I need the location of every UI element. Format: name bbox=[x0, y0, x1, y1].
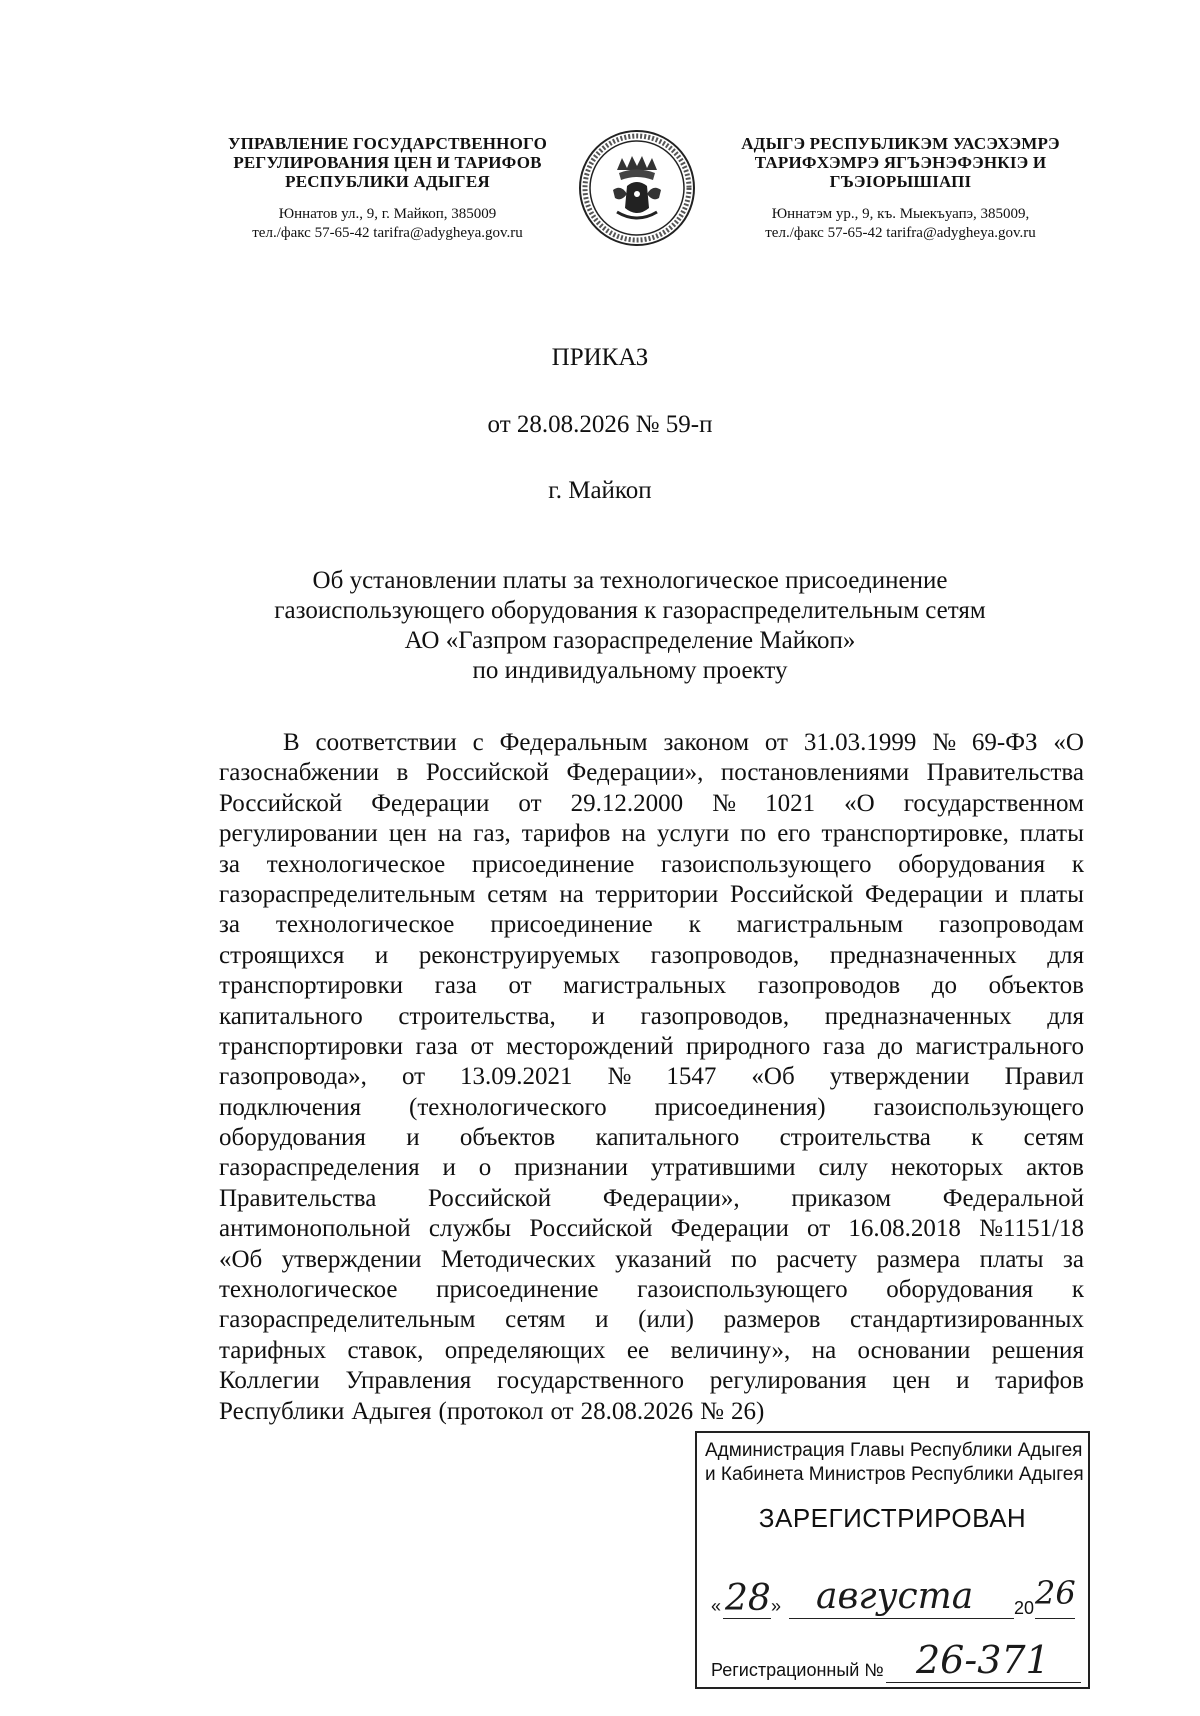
body-word: тарифов bbox=[521, 820, 611, 848]
body-word: строительства, bbox=[398, 1002, 556, 1030]
body-word: к bbox=[1071, 850, 1084, 878]
body-word: газоиспользующего bbox=[661, 850, 872, 878]
body-word: территории bbox=[595, 880, 719, 908]
body-word: ставок, bbox=[347, 1336, 424, 1364]
body-word: тарифных bbox=[219, 1336, 327, 1364]
body-word: службы bbox=[428, 1215, 512, 1243]
body-word: сетям bbox=[505, 1306, 566, 1334]
body-word: 26) bbox=[730, 1397, 765, 1425]
document-city: г. Майкоп bbox=[548, 477, 652, 504]
body-word: Федеральным bbox=[499, 729, 648, 756]
body-word: государственном bbox=[903, 789, 1084, 817]
body-word: цен bbox=[388, 820, 427, 848]
body-word: технологическое bbox=[266, 850, 446, 878]
body-word: 13.09.2021 bbox=[460, 1063, 573, 1091]
body-word: Федерации bbox=[670, 1215, 789, 1243]
body-word: ее bbox=[626, 1336, 650, 1364]
order-date-number: от 28.08.2026 № 59-п bbox=[487, 411, 713, 438]
body-word: «Об bbox=[751, 1063, 795, 1091]
body-word: соответствии bbox=[315, 729, 457, 756]
body-word: Коллегии bbox=[219, 1367, 320, 1395]
body-word: Управления bbox=[345, 1367, 472, 1395]
body-word: магистральных bbox=[563, 972, 727, 1000]
org-name-ru bbox=[205, 134, 570, 191]
body-word: газа bbox=[822, 1032, 866, 1060]
body-word: природного bbox=[686, 1032, 811, 1060]
body-word: присоединение bbox=[471, 850, 635, 878]
body-word: определяющих bbox=[444, 1336, 606, 1364]
body-word: газ, bbox=[473, 820, 511, 848]
body-word: за bbox=[1062, 1245, 1084, 1273]
body-word: на bbox=[621, 820, 647, 848]
body-word: постановлениями bbox=[720, 759, 910, 787]
body-word: газопроводов, bbox=[650, 941, 800, 969]
body-word: Российской bbox=[427, 1184, 552, 1212]
body-line bbox=[219, 941, 1084, 971]
body-word: 1021 bbox=[765, 789, 816, 817]
body-line bbox=[219, 1397, 1084, 1427]
body-word: газа bbox=[434, 972, 477, 1000]
body-word: Федерации», bbox=[566, 759, 704, 787]
body-line bbox=[219, 1366, 1084, 1396]
body-word: по bbox=[731, 1245, 757, 1273]
body-line bbox=[219, 1093, 1084, 1123]
body-word: капитального bbox=[595, 1124, 740, 1152]
org-name-line: ТАРИФХЭМРЭ ЯГЪЭНЭФЭНКIЭ И bbox=[754, 153, 1047, 172]
body-word: к bbox=[971, 1124, 984, 1152]
body-word: от bbox=[764, 729, 788, 756]
body-word: и bbox=[591, 1002, 605, 1030]
body-word: Федерации bbox=[371, 789, 490, 817]
body-word: присоединение bbox=[436, 1276, 599, 1304]
subject-line: газоиспользующего оборудования к газораспределительным сетям bbox=[274, 597, 986, 624]
body-line bbox=[219, 758, 1084, 788]
body-word: размера bbox=[876, 1245, 961, 1273]
body-word: сетям bbox=[487, 880, 548, 908]
address-line: Юннатов ул., 9, г. Майкоп, 385009 bbox=[278, 206, 497, 222]
body-word: Правительства bbox=[926, 759, 1084, 787]
body-word: Федерации bbox=[864, 880, 984, 908]
body-word: газопроводов bbox=[757, 972, 901, 1000]
header-left bbox=[205, 134, 570, 243]
body-word: актов bbox=[1026, 1154, 1084, 1182]
body-word: магистрального bbox=[915, 1032, 1084, 1060]
document-subject bbox=[220, 566, 1040, 686]
body-word: решения bbox=[991, 1336, 1084, 1364]
body-word: оборудования bbox=[898, 850, 1046, 878]
body-word: некоторых bbox=[890, 1154, 1004, 1182]
body-line bbox=[219, 1336, 1084, 1366]
body-word: от bbox=[807, 1215, 831, 1243]
body-word: размеров bbox=[723, 1306, 821, 1334]
body-line bbox=[219, 880, 1084, 910]
body-word: (протокол bbox=[438, 1397, 544, 1425]
body-word: 31.03.1999 bbox=[803, 729, 917, 756]
body-word: В bbox=[283, 729, 300, 756]
body-word: Российской bbox=[425, 759, 550, 787]
body-line bbox=[219, 1032, 1084, 1062]
body-word: от bbox=[508, 972, 532, 1000]
body-word: Российской bbox=[529, 1215, 653, 1243]
body-line bbox=[219, 1305, 1084, 1335]
body-word: антимонопольной bbox=[219, 1215, 411, 1243]
body-word: 16.08.2018 bbox=[848, 1215, 961, 1243]
contacts-line: тел./факс 57-65-42 tarifra@adygheya.gov.ru bbox=[252, 225, 523, 241]
body-word: 28.08.2026 bbox=[580, 1397, 694, 1425]
body-word: регулирования bbox=[709, 1367, 867, 1395]
address-line: Юннатэм ур., 9, къ. Мыекъуапэ, 385009, bbox=[771, 206, 1030, 222]
body-word: 69-ФЗ bbox=[971, 729, 1038, 756]
body-word: газопровода», bbox=[219, 1063, 367, 1091]
body-word: № bbox=[712, 789, 737, 817]
body-word: транспортировке, bbox=[821, 820, 1009, 848]
body-word: тарифов bbox=[995, 1367, 1084, 1395]
body-word: о bbox=[478, 1154, 492, 1182]
body-word: для bbox=[1047, 941, 1084, 969]
body-word: газоиспользующего bbox=[873, 1093, 1084, 1121]
body-word: и bbox=[374, 941, 389, 969]
org-name-line: ГЪЭIОРЫШIАПI bbox=[829, 172, 972, 191]
body-word: от bbox=[550, 1397, 574, 1425]
body-word: (или) bbox=[638, 1306, 694, 1334]
stamp-org-line: и Кабинета Министров Республики Адыгея bbox=[705, 1464, 1084, 1485]
body-word: для bbox=[1047, 1002, 1084, 1030]
body-line bbox=[219, 1214, 1084, 1244]
body-word: и bbox=[442, 1154, 456, 1182]
body-word: Республики bbox=[219, 1397, 345, 1425]
body-word: подключения bbox=[219, 1093, 362, 1121]
body-line bbox=[219, 971, 1084, 1001]
body-word: «О bbox=[844, 789, 875, 817]
body-word: газоиспользующего bbox=[637, 1276, 848, 1304]
body-word: от bbox=[518, 789, 542, 817]
body-word: предназначенных bbox=[824, 1002, 1012, 1030]
body-word: величину», bbox=[670, 1336, 791, 1364]
body-line bbox=[219, 1062, 1084, 1092]
body-word: утверждении bbox=[829, 1063, 970, 1091]
body-word: Федеральной bbox=[942, 1184, 1084, 1212]
subject-line: АО «Газпром газораспределение Майкоп» bbox=[404, 627, 856, 654]
document-title: ПРИКАЗ bbox=[551, 344, 649, 371]
body-word: транспортировки bbox=[219, 1032, 403, 1060]
contacts-line: тел./факс 57-65-42 tarifra@adygheya.gov.ru bbox=[765, 225, 1036, 241]
body-word: газопроводам bbox=[938, 911, 1084, 939]
stamp-month: августа bbox=[816, 1576, 974, 1617]
body-word: утратившими bbox=[650, 1154, 796, 1182]
body-word: к bbox=[1071, 1276, 1084, 1304]
body-line bbox=[219, 1002, 1084, 1032]
body-word: Российской bbox=[219, 789, 343, 817]
adygea-coat-of-arms-icon bbox=[577, 128, 697, 248]
body-word: услуги bbox=[657, 820, 730, 848]
body-word: технологическое bbox=[275, 911, 455, 939]
body-word: от bbox=[470, 1032, 494, 1060]
body-word: технологическое bbox=[219, 1276, 398, 1304]
body-word: на bbox=[811, 1336, 837, 1364]
body-word: присоединения) bbox=[654, 1093, 826, 1121]
body-word: стандартизированных bbox=[850, 1306, 1084, 1334]
body-word: реконструируемых bbox=[418, 941, 621, 969]
stamp-day: 28 bbox=[725, 1578, 771, 1619]
body-word: на bbox=[559, 880, 584, 908]
stamp-registration bbox=[711, 1638, 1081, 1688]
body-word: приказом bbox=[791, 1184, 892, 1212]
body-word: сетям bbox=[1023, 1124, 1084, 1152]
body-word: к bbox=[688, 911, 701, 939]
body-word: до bbox=[877, 1032, 903, 1060]
stamp-org-line: Администрация Главы Республики Адыгея bbox=[705, 1440, 1083, 1461]
subject-line: по индивидуальному проекту bbox=[472, 657, 788, 684]
body-line bbox=[219, 1245, 1084, 1275]
body-word: регулировании bbox=[219, 820, 378, 848]
body-word: по bbox=[740, 820, 767, 848]
stamp-status: ЗАРЕГИСТРИРОВАН bbox=[758, 1503, 1027, 1533]
org-address-ady bbox=[718, 205, 1083, 243]
body-word: и bbox=[406, 1124, 420, 1152]
body-word: присоединение bbox=[490, 911, 653, 939]
month-underline bbox=[789, 1618, 1014, 1619]
body-word: объектов bbox=[988, 972, 1084, 1000]
body-word: и bbox=[994, 880, 1009, 908]
body-word: «О bbox=[1053, 729, 1084, 756]
body-word: законом bbox=[663, 729, 750, 756]
body-word: газа bbox=[415, 1032, 458, 1060]
body-word: предназначенных bbox=[829, 941, 1017, 969]
body-word: Правил bbox=[1004, 1063, 1084, 1091]
reg-number: 26-371 bbox=[916, 1638, 1050, 1682]
body-word: газопроводов, bbox=[640, 1002, 790, 1030]
org-name-line: РЕСПУБЛИКИ АДЫГЕЯ bbox=[285, 172, 490, 191]
body-word: №1151/18 bbox=[979, 1215, 1084, 1243]
body-word: оборудования bbox=[886, 1276, 1034, 1304]
org-address-ru bbox=[205, 205, 570, 243]
body-word: до bbox=[931, 972, 958, 1000]
body-word: газораспределительным bbox=[219, 1306, 476, 1334]
body-line bbox=[219, 850, 1084, 880]
day-underline bbox=[723, 1618, 771, 1619]
body-word: оборудования bbox=[219, 1124, 366, 1152]
body-word: за bbox=[219, 911, 240, 939]
body-word: Российской bbox=[730, 880, 854, 908]
body-line bbox=[219, 1275, 1084, 1305]
body-word: платы bbox=[1019, 880, 1084, 908]
body-line bbox=[219, 789, 1084, 819]
body-word: 1547 bbox=[666, 1063, 717, 1091]
body-word: цен bbox=[892, 1367, 931, 1395]
body-word: платы bbox=[1019, 820, 1084, 848]
body-line bbox=[219, 728, 1084, 758]
body-word: капитального bbox=[219, 1002, 363, 1030]
body-line bbox=[219, 1153, 1084, 1183]
body-word: силу bbox=[818, 1154, 868, 1182]
body-word: № bbox=[607, 1063, 632, 1091]
body-line bbox=[219, 819, 1084, 849]
reg-underline bbox=[886, 1682, 1081, 1683]
body-line bbox=[219, 1184, 1084, 1214]
org-name-line: АДЫГЭ РЕСПУБЛИКЭМ УАСЭХЭМРЭ bbox=[741, 134, 1060, 153]
body-word: транспортировки bbox=[219, 972, 403, 1000]
body-word: «Об bbox=[219, 1245, 263, 1273]
stamp-year-suffix: 26 bbox=[1035, 1574, 1076, 1612]
body-word: Федерации», bbox=[602, 1184, 740, 1212]
body-word: строительства bbox=[779, 1124, 931, 1152]
body-word: с bbox=[472, 729, 484, 756]
body-word: Методических bbox=[440, 1245, 596, 1273]
body-line bbox=[219, 910, 1084, 940]
body-word: и bbox=[595, 1306, 609, 1334]
body-word: № bbox=[932, 729, 957, 756]
body-word: магистральным bbox=[736, 911, 904, 939]
body-word: за bbox=[219, 850, 240, 878]
org-name-line: РЕГУЛИРОВАНИЯ ЦЕН И ТАРИФОВ bbox=[233, 153, 542, 172]
body-word: объектов bbox=[459, 1124, 556, 1152]
body-word: и bbox=[956, 1367, 970, 1395]
body-word: месторождений bbox=[506, 1032, 674, 1060]
stamp-year-prefix: 20 bbox=[1014, 1598, 1035, 1618]
header-right bbox=[718, 134, 1083, 243]
body-word: указаний bbox=[615, 1245, 712, 1273]
body-word: платы bbox=[979, 1245, 1044, 1273]
body-word: в bbox=[396, 759, 409, 787]
quote-open: « bbox=[711, 1596, 722, 1616]
body-word: расчету bbox=[776, 1245, 858, 1273]
body-word: газоснабжении bbox=[219, 759, 380, 787]
quote-close: » bbox=[771, 1596, 782, 1616]
body-word: газораспределения bbox=[219, 1154, 420, 1182]
body-word: его bbox=[777, 820, 811, 848]
subject-line: Об установлении платы за технологическое присоединение bbox=[312, 567, 948, 594]
body-line bbox=[219, 1123, 1084, 1153]
body-word: Правительства bbox=[219, 1184, 377, 1212]
body-word: на bbox=[437, 820, 463, 848]
year-underline bbox=[1035, 1618, 1075, 1619]
body-word: Адыгея bbox=[351, 1397, 432, 1425]
body-word: строящихся bbox=[219, 941, 345, 969]
body-word: основании bbox=[857, 1336, 971, 1364]
body-word: (технологического bbox=[409, 1093, 607, 1121]
stamp-date bbox=[711, 1574, 1081, 1626]
body-word: № bbox=[700, 1397, 724, 1425]
body-word: государственного bbox=[497, 1367, 684, 1395]
body-word: от bbox=[401, 1063, 426, 1091]
body-word: 29.12.2000 bbox=[570, 789, 684, 817]
body-word: признании bbox=[514, 1154, 628, 1182]
body-word: утверждении bbox=[281, 1245, 422, 1273]
org-name-ady bbox=[718, 134, 1083, 191]
registration-stamp bbox=[695, 1431, 1090, 1689]
body-word: газораспределительным bbox=[219, 880, 476, 908]
reg-label: Регистрационный № bbox=[711, 1660, 884, 1680]
document-body bbox=[219, 728, 1084, 1427]
org-name-line: УПРАВЛЕНИЕ ГОСУДАРСТВЕННОГО bbox=[227, 134, 548, 153]
